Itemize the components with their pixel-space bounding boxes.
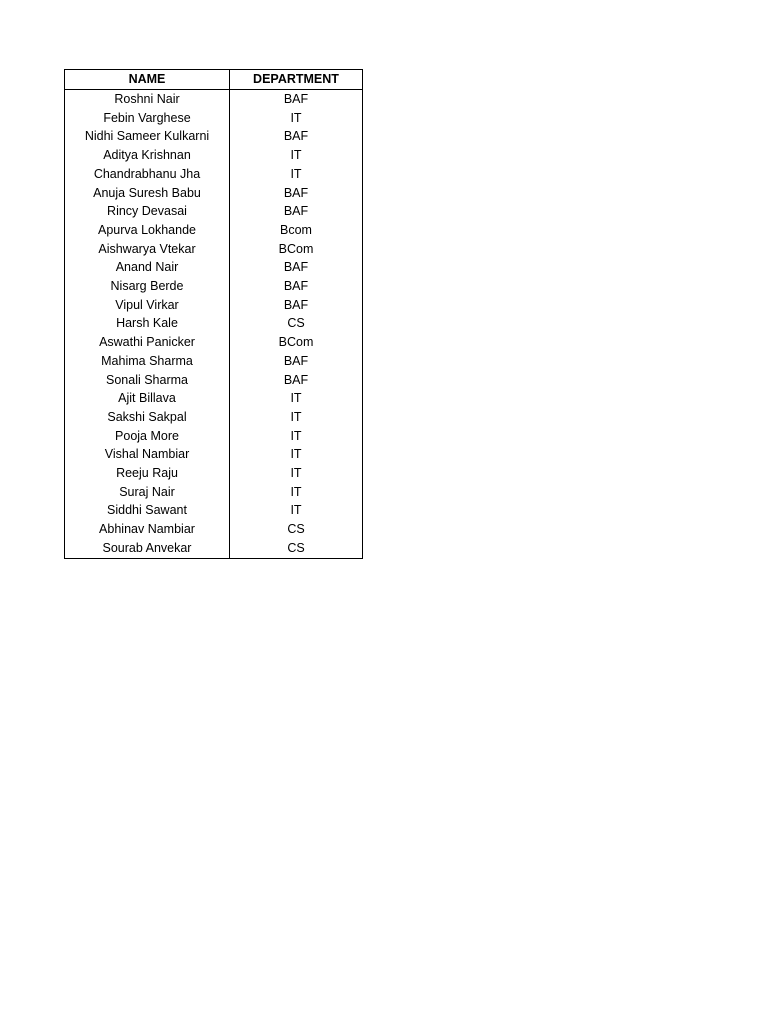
cell-name: Apurva Lokhande — [65, 221, 230, 240]
table-row — [65, 109, 363, 128]
cell-department: IT — [290, 166, 302, 181]
table-row — [65, 258, 363, 277]
table-row — [65, 165, 363, 184]
table-row — [65, 427, 363, 446]
table-row — [65, 221, 363, 240]
cell-name: Siddhi Sawant — [65, 501, 230, 520]
table-body — [65, 90, 363, 559]
cell-name: Mahima Sharma — [65, 352, 230, 371]
cell-department: CS — [287, 316, 305, 331]
cell-name: Chandrabhanu Jha — [65, 165, 230, 184]
table-row — [65, 333, 363, 352]
table-row — [65, 445, 363, 464]
cell-name: Aswathi Panicker — [65, 333, 230, 352]
cell-name: Febin Varghese — [65, 109, 230, 128]
roster-table — [64, 69, 363, 559]
cell-department: IT — [290, 148, 302, 163]
table-row — [65, 483, 363, 502]
header-department: DEPARTMENT — [230, 70, 363, 90]
table-row — [65, 371, 363, 390]
cell-name: Anand Nair — [65, 258, 230, 277]
table-row — [65, 352, 363, 371]
cell-department: BAF — [283, 372, 309, 387]
cell-name: Nisarg Berde — [65, 277, 230, 296]
cell-department: IT — [290, 503, 302, 518]
cell-name: Reeju Raju — [65, 464, 230, 483]
cell-name: Nidhi Sameer Kulkarni — [65, 127, 230, 146]
table-row — [65, 520, 363, 539]
table-row — [65, 277, 363, 296]
cell-department: BAF — [283, 279, 309, 294]
table-row — [65, 296, 363, 315]
cell-department: IT — [290, 391, 302, 406]
cell-name: Sonali Sharma — [65, 371, 230, 390]
cell-department: BAF — [283, 204, 309, 219]
header-row — [65, 70, 363, 90]
cell-department: IT — [290, 484, 302, 499]
table-row — [65, 539, 363, 558]
table-row — [65, 146, 363, 165]
cell-department: IT — [290, 447, 302, 462]
cell-department: BAF — [283, 129, 309, 144]
cell-department: CS — [287, 540, 305, 555]
cell-name: Pooja More — [65, 427, 230, 446]
cell-department: CS — [287, 522, 305, 537]
table-row — [65, 184, 363, 203]
cell-department: BAF — [283, 92, 309, 106]
document-sheet — [64, 69, 363, 559]
table-row — [65, 464, 363, 483]
cell-department: BCom — [278, 241, 314, 256]
table-row — [65, 127, 363, 146]
cell-name: Anuja Suresh Babu — [65, 184, 230, 203]
table-row — [65, 314, 363, 333]
table-row — [65, 501, 363, 520]
cell-department: IT — [290, 110, 302, 125]
cell-name: Sourab Anvekar — [65, 539, 230, 558]
cell-department: BAF — [283, 260, 309, 275]
table-row — [65, 389, 363, 408]
cell-name: Rincy Devasai — [65, 202, 230, 221]
cell-department: IT — [290, 428, 302, 443]
cell-name: Harsh Kale — [65, 314, 230, 333]
cell-name: Aishwarya Vtekar — [65, 240, 230, 259]
table-row — [65, 240, 363, 259]
cell-name: Aditya Krishnan — [65, 146, 230, 165]
table-row — [65, 408, 363, 427]
cell-name: Roshni Nair — [65, 90, 230, 109]
table-row — [65, 202, 363, 221]
cell-department: Bcom — [280, 222, 312, 237]
cell-department: BCom — [278, 335, 314, 350]
cell-department: BAF — [283, 185, 309, 200]
cell-name: Abhinav Nambiar — [65, 520, 230, 539]
table-header — [65, 70, 363, 90]
cell-department: IT — [290, 409, 302, 424]
cell-department: BAF — [283, 353, 309, 368]
table-row — [65, 90, 363, 109]
cell-department: BAF — [283, 297, 309, 312]
cell-name: Vipul Virkar — [65, 296, 230, 315]
header-name: NAME — [65, 70, 230, 90]
cell-name: Sakshi Sakpal — [65, 408, 230, 427]
cell-name: Suraj Nair — [65, 483, 230, 502]
cell-department: IT — [290, 466, 302, 481]
cell-name: Vishal Nambiar — [65, 445, 230, 464]
cell-name: Ajit Billava — [65, 389, 230, 408]
